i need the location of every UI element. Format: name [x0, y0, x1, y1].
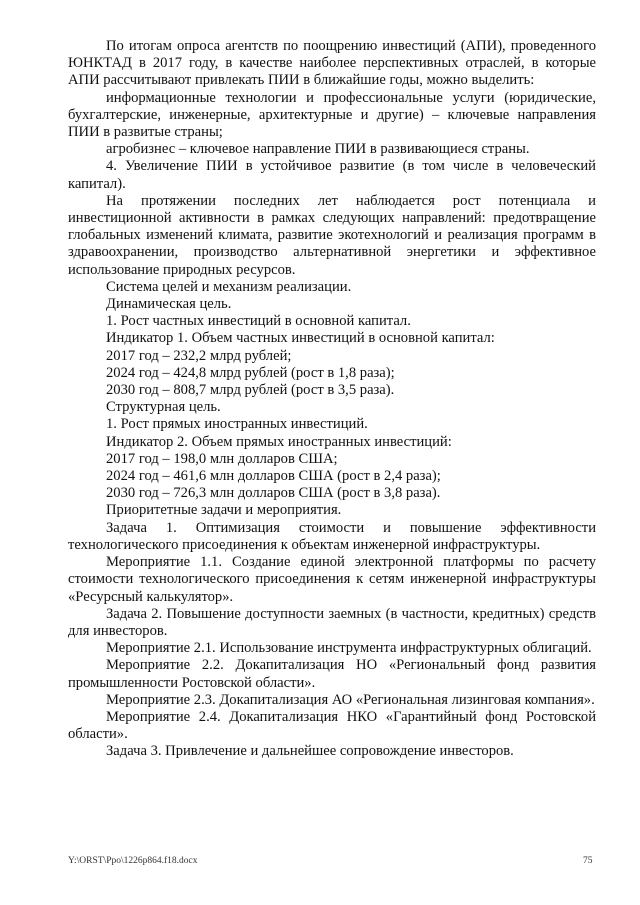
paragraph-indicator-2-2030: 2030 год – 726,3 млн долларов США (рост в 3,8 раза).: [106, 485, 441, 502]
paragraph-measure-2-2: Мероприятие 2.2. Докапитализация НО «Региональный фонд развития промышленности Ростовской области».: [68, 657, 596, 691]
footer-file-path: Y:\ORST\Ppo\1226p864.f18.docx: [68, 856, 198, 866]
paragraph-priority-tasks: Приоритетные задачи и мероприятия.: [106, 502, 342, 519]
footer-page-number: 75: [583, 856, 593, 866]
paragraph-goals-system: Система целей и механизм реализации.: [106, 278, 352, 295]
paragraph-item-4: 4. Увеличение ПИИ в устойчивое развитие (в том числе в человеческий капитал).: [68, 158, 596, 192]
document-body: [68, 38, 596, 761]
paragraph-it-services: информационные технологии и профессиональные услуги (юридические, бухгалтерские, инженерные, архитектурные и другие) – ключевые направления ПИИ в развитые страны;: [68, 89, 596, 141]
paragraph-task-3: Задача 3. Привлечение и дальнейшее сопровождение инвесторов.: [106, 743, 514, 760]
paragraph-agribusiness: агробизнес – ключевое направление ПИИ в развивающиеся страны.: [106, 141, 530, 158]
paragraph-measure-2-4: Мероприятие 2.4. Докапитализация НКО «Гарантийный фонд Ростовской области».: [68, 708, 596, 743]
paragraph-indicator-1-2024: 2024 год – 424,8 млрд рублей (рост в 1,8 раза);: [106, 364, 395, 381]
paragraph-indicator-1-2017: 2017 год – 232,2 млрд рублей;: [106, 347, 292, 364]
paragraph-indicator-2-2024: 2024 год – 461,6 млн долларов США (рост в 2,4 раза);: [106, 468, 441, 485]
paragraph-measure-2-3: Мероприятие 2.3. Докапитализация АО «Региональная лизинговая компания».: [106, 691, 595, 708]
paragraph-task-1: Задача 1. Оптимизация стоимости и повышение эффективности технологического присоединения к объектам инженерной инфраструктуры.: [68, 519, 596, 553]
paragraph-indicator-1: Индикатор 1. Объем частных инвестиций в основной капитал:: [106, 330, 495, 347]
paragraph-indicator-2-2017: 2017 год – 198,0 млн долларов США;: [106, 450, 338, 467]
paragraph-structural-goal: Структурная цель.: [106, 399, 221, 416]
paragraph-indicator-2: Индикатор 2. Объем прямых иностранных инвестиций:: [106, 433, 452, 450]
paragraph-measure-2-1: Мероприятие 2.1. Использование инструмента инфраструктурных облигаций.: [106, 640, 592, 657]
paragraph-fdi-growth: 1. Рост прямых иностранных инвестиций.: [106, 416, 368, 433]
paragraph-task-2: Задача 2. Повышение доступности заемных (в частности, кредитных) средств для инвесторов.: [68, 605, 596, 639]
paragraph-trends: На протяжении последних лет наблюдается рост потенциала и инвестиционной активности в рамках следующих направлений: предотвращение глобальных изменений климата, развитие экотехнологий и реализация программ в здравоохранении, производство альтернативной энергетики и эффективное использование природных ресурсов.: [68, 192, 596, 278]
paragraph-indicator-1-2030: 2030 год – 808,7 млрд рублей (рост в 3,5 раза).: [106, 382, 395, 399]
paragraph-private-investment-growth: 1. Рост частных инвестиций в основной капитал.: [106, 313, 411, 330]
paragraph-dynamic-goal: Динамическая цель.: [106, 296, 232, 313]
paragraph-intro: По итогам опроса агентств по поощрению инвестиций (АПИ), проведенного ЮНКТАД в 2017 году, в качестве наиболее перспективных отраслей, в которые АПИ рассчитывают привлекать ПИИ в ближайшие годы, можно выделить:: [68, 38, 596, 89]
paragraph-measure-1-1: Мероприятие 1.1. Создание единой электронной платформы по расчету стоимости технологического присоединения к сетям инженерной инфраструктуры «Ресурсный калькулятор».: [68, 554, 596, 605]
